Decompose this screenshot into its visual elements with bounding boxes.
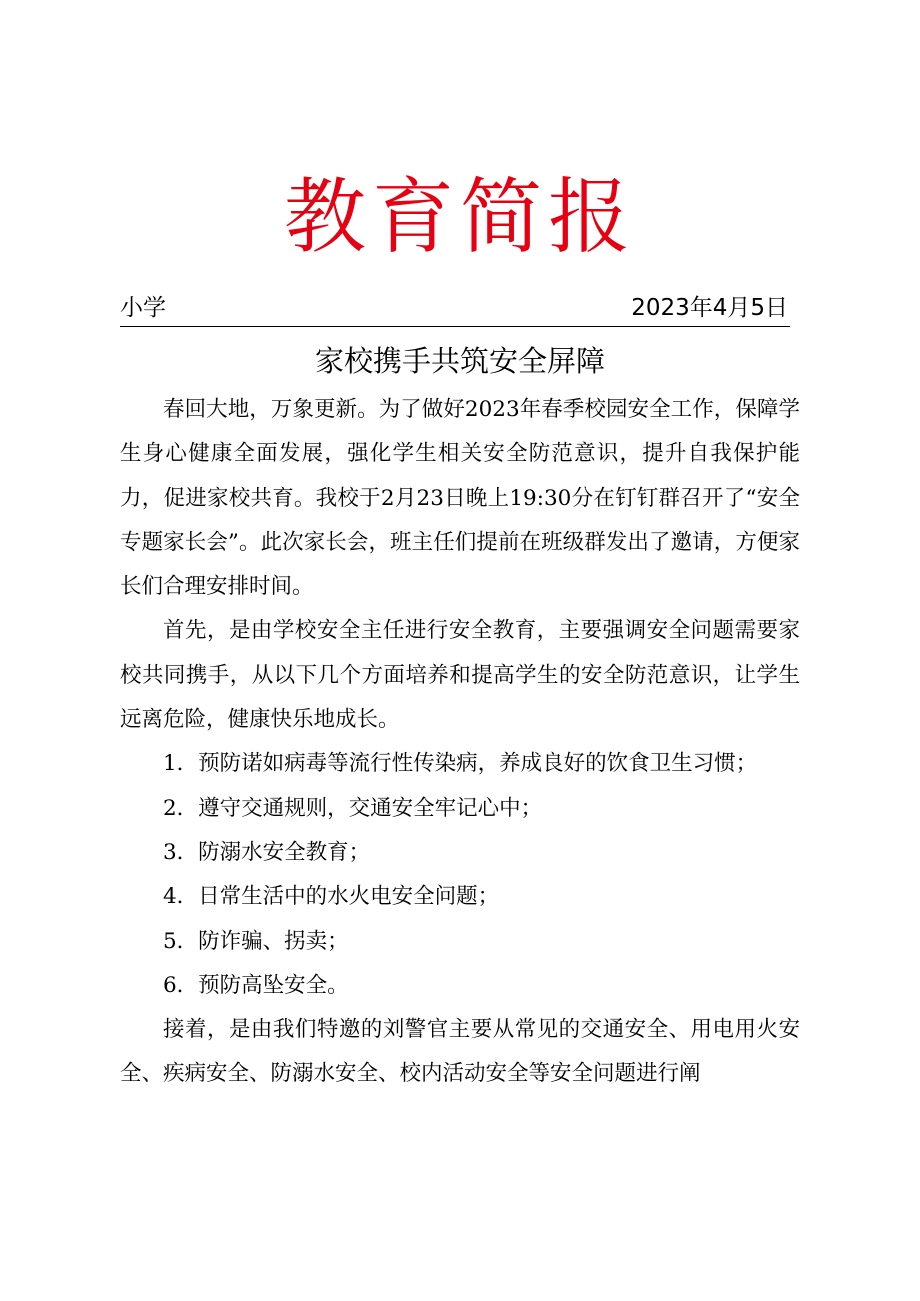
list-item: 2．遵守交通规则，交通安全牢记心中；	[163, 795, 543, 821]
issue-date: 2023年4月5日	[631, 295, 788, 321]
list-item: 4．日常生活中的水火电安全问题；	[163, 884, 500, 910]
article-title: 家校携手共筑安全屏障	[314, 344, 605, 378]
paragraph: 接着，是由我们特邀的刘警官主要从常见的交通安全、用电用火安全、疾病安全、防溺水安全、校内活动安全等安全问题进行阐	[120, 1017, 800, 1087]
school-name: 小学	[120, 295, 166, 321]
masthead-title: 教育简报	[283, 170, 636, 265]
list-item: 1．预防诺如病毒等流行性传染病，养成良好的饮食卫生习惯；	[163, 751, 758, 777]
paragraph: 首先，是由学校安全主任进行安全教育，主要强调安全问题需要家校共同携手，从以下几个方面培养和提高学生的安全防范意识，让学生远离危险，健康快乐地成长。	[120, 618, 800, 733]
list-item: 5．防诈骗、拐卖；	[163, 928, 349, 954]
paragraph: 春回大地，万象更新。为了做好2023年春季校园安全工作，保障学生身心健康全面发展，强化学生相关安全防范意识，提升自我保护能力，促进家校共育。我校于2月23日晚上19:30分在钉钉群召开了“安全专题家长会”。此次家长会，班主任们提前在班级群发出了邀请，方便家长们合理安排时间。	[120, 397, 800, 600]
dateline	[120, 290, 790, 327]
list-item: 3．防溺水安全教育；	[163, 839, 371, 865]
article-body	[120, 388, 800, 1097]
list-item: 6．预防高坠安全。	[163, 972, 349, 998]
